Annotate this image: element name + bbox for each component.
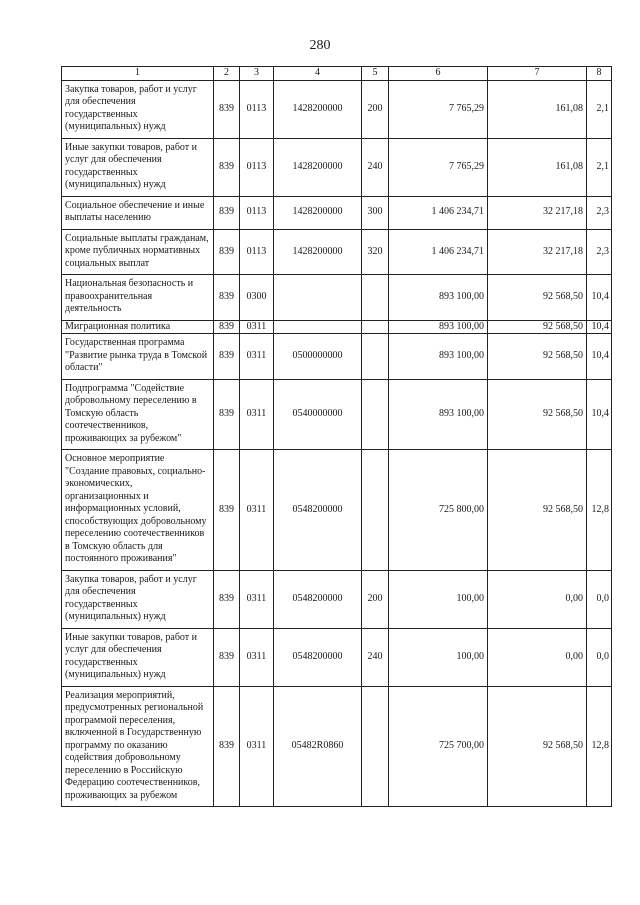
cell-ministry: 839 [214,320,240,334]
cell-section: 0113 [240,80,274,138]
row-name: Иные закупки товаров, работ и услуг для обеспечения государственных (муниципальных) нужд [62,628,214,686]
cell-percent: 0,0 [587,628,612,686]
cell-plan: 100,00 [389,628,488,686]
table-row [62,80,612,138]
row-name: Иные закупки товаров, работ и услуг для обеспечения государственных (муниципальных) нужд [62,138,214,196]
cell-percent: 10,4 [587,334,612,380]
cell-percent: 12,8 [587,450,612,571]
cell-fact: 0,00 [488,570,587,628]
row-name: Основное мероприятие "Создание правовых, социально-экономических, организационных и информационных условий, способствующих добровольному переселению соотечественников в Томскую область для постоянного проживания" [62,450,214,571]
table-row [62,196,612,229]
cell-plan: 725 800,00 [389,450,488,571]
cell-section: 0311 [240,334,274,380]
cell-percent: 10,4 [587,275,612,321]
cell-fact: 92 568,50 [488,334,587,380]
cell-target: 0500000000 [274,334,362,380]
cell-section: 0113 [240,196,274,229]
cell-target: 0540000000 [274,379,362,450]
cell-target: 1428200000 [274,80,362,138]
cell-fact: 161,08 [488,138,587,196]
cell-ministry: 839 [214,686,240,807]
cell-percent: 2,1 [587,138,612,196]
cell-fact: 92 568,50 [488,450,587,571]
cell-plan: 893 100,00 [389,275,488,321]
row-name: Социальное обеспечение и иные выплаты населению [62,196,214,229]
cell-plan: 7 765,29 [389,80,488,138]
cell-ministry: 839 [214,229,240,275]
cell-expense-type: 300 [362,196,389,229]
cell-percent: 12,8 [587,686,612,807]
cell-expense-type: 240 [362,138,389,196]
header-cell: 3 [240,67,274,81]
cell-percent: 10,4 [587,320,612,334]
cell-plan: 893 100,00 [389,379,488,450]
cell-fact: 92 568,50 [488,379,587,450]
cell-ministry: 839 [214,379,240,450]
cell-percent: 2,1 [587,80,612,138]
cell-ministry: 839 [214,196,240,229]
cell-expense-type [362,320,389,334]
table-row [62,275,612,321]
cell-plan: 725 700,00 [389,686,488,807]
cell-section: 0311 [240,628,274,686]
cell-section: 0311 [240,570,274,628]
row-name: Социальные выплаты гражданам, кроме публичных нормативных социальных выплат [62,229,214,275]
cell-ministry: 839 [214,80,240,138]
cell-percent: 2,3 [587,196,612,229]
cell-percent: 0,0 [587,570,612,628]
cell-expense-type [362,275,389,321]
cell-plan: 893 100,00 [389,320,488,334]
page-number: 280 [309,38,331,53]
row-name: Закупка товаров, работ и услуг для обеспечения государственных (муниципальных) нужд [62,80,214,138]
cell-expense-type [362,450,389,571]
cell-target: 0548200000 [274,628,362,686]
row-name: Национальная безопасность и правоохранительная деятельность [62,275,214,321]
cell-fact: 92 568,50 [488,320,587,334]
cell-expense-type [362,379,389,450]
cell-percent: 2,3 [587,229,612,275]
cell-plan: 7 765,29 [389,138,488,196]
row-name: Реализация мероприятий, предусмотренных региональной программой переселения, включенной в Государственную программу по оказанию содействия добровольному переселению в Российскую Федерацию соотечественников, проживающих за рубежом [62,686,214,807]
cell-expense-type: 320 [362,229,389,275]
table-row [62,320,612,334]
cell-plan: 1 406 234,71 [389,196,488,229]
cell-target [274,275,362,321]
cell-section: 0113 [240,138,274,196]
cell-ministry: 839 [214,450,240,571]
header-cell: 8 [587,67,612,81]
cell-plan: 893 100,00 [389,334,488,380]
row-name: Государственная программа "Развитие рынка труда в Томской области" [62,334,214,380]
table-row [62,229,612,275]
row-name: Миграционная политика [62,320,214,334]
cell-fact: 92 568,50 [488,686,587,807]
cell-ministry: 839 [214,570,240,628]
header-cell: 5 [362,67,389,81]
header-cell: 6 [389,67,488,81]
row-name: Закупка товаров, работ и услуг для обеспечения государственных (муниципальных) нужд [62,570,214,628]
cell-fact: 161,08 [488,80,587,138]
table-row [62,686,612,807]
table-row [62,379,612,450]
header-cell: 7 [488,67,587,81]
cell-section: 0311 [240,686,274,807]
cell-section: 0311 [240,320,274,334]
cell-target: 1428200000 [274,138,362,196]
cell-plan: 100,00 [389,570,488,628]
header-cell: 4 [274,67,362,81]
table-row [62,138,612,196]
cell-expense-type: 240 [362,628,389,686]
table-header-row [62,67,612,81]
cell-target: 0548200000 [274,570,362,628]
budget-table [61,66,612,807]
cell-fact: 32 217,18 [488,229,587,275]
cell-ministry: 839 [214,275,240,321]
cell-percent: 10,4 [587,379,612,450]
cell-ministry: 839 [214,334,240,380]
cell-ministry: 839 [214,138,240,196]
cell-fact: 32 217,18 [488,196,587,229]
cell-target [274,320,362,334]
table-row [62,628,612,686]
cell-target: 1428200000 [274,229,362,275]
cell-fact: 0,00 [488,628,587,686]
cell-expense-type: 200 [362,570,389,628]
cell-section: 0311 [240,450,274,571]
row-name: Подпрограмма "Содействие добровольному переселению в Томскую область соотечественников, проживающих за рубежом" [62,379,214,450]
cell-target: 05482R0860 [274,686,362,807]
cell-section: 0300 [240,275,274,321]
table-row [62,334,612,380]
table-row [62,450,612,571]
cell-expense-type [362,686,389,807]
cell-section: 0311 [240,379,274,450]
cell-target: 1428200000 [274,196,362,229]
table-row [62,570,612,628]
cell-plan: 1 406 234,71 [389,229,488,275]
cell-expense-type: 200 [362,80,389,138]
header-cell: 1 [62,67,214,81]
cell-section: 0113 [240,229,274,275]
cell-fact: 92 568,50 [488,275,587,321]
cell-target: 0548200000 [274,450,362,571]
cell-expense-type [362,334,389,380]
cell-ministry: 839 [214,628,240,686]
header-cell: 2 [214,67,240,81]
